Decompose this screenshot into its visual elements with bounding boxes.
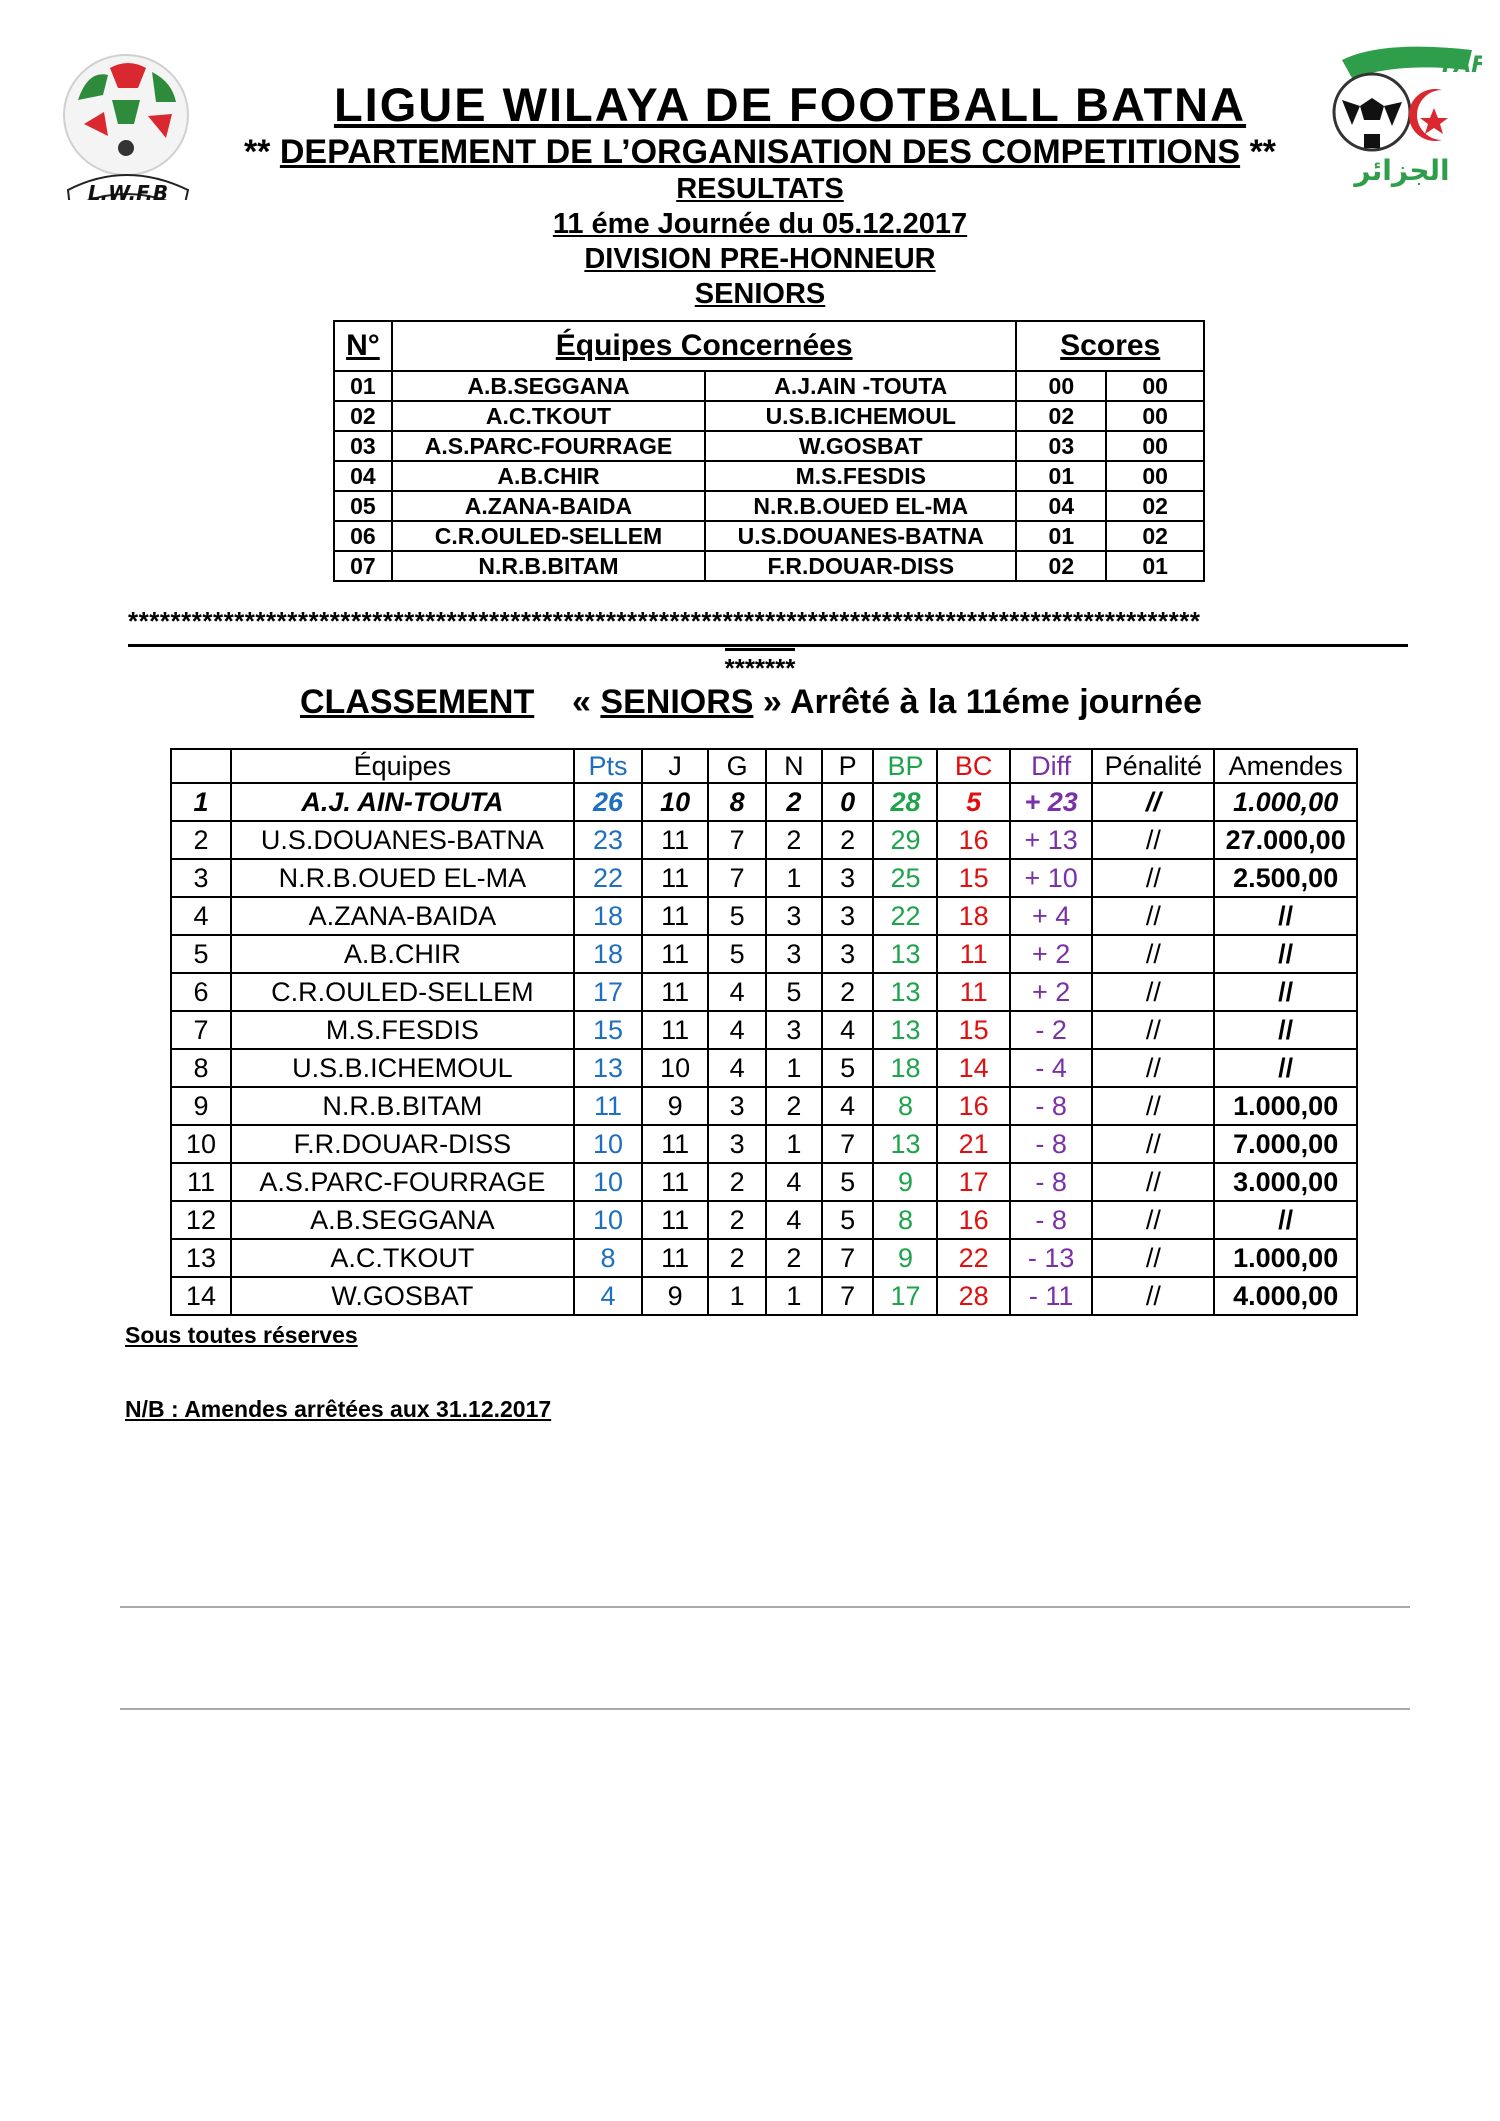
standing-goals-for: 9 — [873, 1239, 937, 1277]
standing-team: A.C.TKOUT — [231, 1239, 574, 1277]
standing-penalite: // — [1092, 1011, 1214, 1049]
standing-team: A.B.SEGGANA — [231, 1201, 574, 1239]
standing-pts: 11 — [574, 1087, 642, 1125]
standing-played: 9 — [642, 1087, 708, 1125]
standing-amendes: 1.000,00 — [1214, 1087, 1357, 1125]
standing-drawn: 2 — [766, 1239, 822, 1277]
standing-goals-for: 9 — [873, 1163, 937, 1201]
standing-team: A.ZANA-BAIDA — [231, 897, 574, 935]
standing-lost: 5 — [822, 1163, 874, 1201]
standing-team: A.J. AIN-TOUTA — [231, 783, 574, 821]
standing-goals-for: 18 — [873, 1049, 937, 1087]
header-n: N — [766, 749, 822, 783]
standing-lost: 3 — [822, 859, 874, 897]
standing-amendes: 3.000,00 — [1214, 1163, 1357, 1201]
standings-header-row — [171, 749, 1357, 783]
standing-played: 11 — [642, 821, 708, 859]
standing-goals-for: 17 — [873, 1277, 937, 1315]
standing-penalite: // — [1092, 1125, 1214, 1163]
header-j: J — [642, 749, 708, 783]
standing-goals-against: 18 — [937, 897, 1009, 935]
standing-team: N.R.B.OUED EL-MA — [231, 859, 574, 897]
standing-goal-diff: - 4 — [1010, 1049, 1093, 1087]
standing-won: 2 — [708, 1239, 766, 1277]
standing-row — [171, 1125, 1357, 1163]
standing-row — [171, 1049, 1357, 1087]
standing-row — [171, 783, 1357, 821]
result-home-team: C.R.OULED-SELLEM — [392, 521, 705, 551]
standing-penalite: // — [1092, 1049, 1214, 1087]
results-label: RESULTATS — [676, 173, 844, 205]
standing-goal-diff: + 10 — [1010, 859, 1093, 897]
standing-team: W.GOSBAT — [231, 1277, 574, 1315]
standing-goals-against: 16 — [937, 821, 1009, 859]
standing-drawn: 2 — [766, 783, 822, 821]
result-num: 07 — [334, 551, 392, 581]
standing-drawn: 2 — [766, 821, 822, 859]
standing-won: 4 — [708, 1049, 766, 1087]
standing-row — [171, 1163, 1357, 1201]
standing-penalite: // — [1092, 897, 1214, 935]
standing-drawn: 1 — [766, 1049, 822, 1087]
standing-drawn: 3 — [766, 897, 822, 935]
standing-team: C.R.OULED-SELLEM — [231, 973, 574, 1011]
category-label: SENIORS — [694, 278, 826, 310]
standing-row — [171, 1239, 1357, 1277]
standing-goals-against: 16 — [937, 1201, 1009, 1239]
standing-penalite: // — [1092, 1163, 1214, 1201]
result-home-score: 03 — [1016, 431, 1106, 461]
header-p: P — [822, 749, 874, 783]
standing-goals-against: 17 — [937, 1163, 1009, 1201]
result-row — [334, 371, 1204, 401]
standing-goals-for: 8 — [873, 1201, 937, 1239]
result-away-score: 00 — [1106, 371, 1204, 401]
quote-open: « — [572, 683, 591, 721]
standing-amendes: // — [1214, 973, 1357, 1011]
result-num: 02 — [334, 401, 392, 431]
standing-goals-for: 22 — [873, 897, 937, 935]
standing-amendes: // — [1214, 935, 1357, 973]
standing-rank: 7 — [171, 1011, 231, 1049]
standing-row — [171, 897, 1357, 935]
standing-rank: 6 — [171, 973, 231, 1011]
result-home-team: A.S.PARC-FOURRAGE — [392, 431, 705, 461]
standing-won: 3 — [708, 1087, 766, 1125]
standing-goals-against: 28 — [937, 1277, 1009, 1315]
classement-category: SENIORS — [600, 683, 754, 721]
standing-rank: 3 — [171, 859, 231, 897]
standing-team: F.R.DOUAR-DISS — [231, 1125, 574, 1163]
standing-rank: 8 — [171, 1049, 231, 1087]
standing-lost: 7 — [822, 1277, 874, 1315]
result-num: 01 — [334, 371, 392, 401]
standing-lost: 7 — [822, 1125, 874, 1163]
standing-goals-against: 16 — [937, 1087, 1009, 1125]
results-table — [333, 320, 1205, 582]
standing-goal-diff: + 4 — [1010, 897, 1093, 935]
faf-logo-text: FAF — [1442, 53, 1482, 78]
standing-goals-against: 15 — [937, 1011, 1009, 1049]
result-away-team: U.S.B.ICHEMOUL — [705, 401, 1016, 431]
lwfb-logo-text: L.W.F.B — [87, 181, 169, 200]
result-home-team: A.C.TKOUT — [392, 401, 705, 431]
standing-goals-for: 8 — [873, 1087, 937, 1125]
result-away-score: 02 — [1106, 491, 1204, 521]
standing-goal-diff: + 2 — [1010, 935, 1093, 973]
standing-pts: 13 — [574, 1049, 642, 1087]
standing-won: 4 — [708, 973, 766, 1011]
standing-rank: 14 — [171, 1277, 231, 1315]
result-row — [334, 551, 1204, 581]
standing-drawn: 2 — [766, 1087, 822, 1125]
standing-pts: 22 — [574, 859, 642, 897]
standing-amendes: 2.500,00 — [1214, 859, 1357, 897]
standing-lost: 3 — [822, 935, 874, 973]
standing-lost: 4 — [822, 1087, 874, 1125]
standing-pts: 18 — [574, 897, 642, 935]
standing-won: 7 — [708, 821, 766, 859]
standing-goals-for: 13 — [873, 1011, 937, 1049]
result-away-score: 01 — [1106, 551, 1204, 581]
reserves-note: Sous toutes réserves — [125, 1322, 358, 1348]
standing-goal-diff: - 8 — [1010, 1087, 1093, 1125]
result-away-team: A.J.AIN -TOUTA — [705, 371, 1016, 401]
standing-row — [171, 1087, 1357, 1125]
standing-played: 11 — [642, 1201, 708, 1239]
result-home-team: A.ZANA-BAIDA — [392, 491, 705, 521]
standing-penalite: // — [1092, 935, 1214, 973]
standing-won: 1 — [708, 1277, 766, 1315]
standing-pts: 17 — [574, 973, 642, 1011]
standing-drawn: 3 — [766, 1011, 822, 1049]
standing-team: A.B.CHIR — [231, 935, 574, 973]
standing-goals-against: 14 — [937, 1049, 1009, 1087]
result-away-team: F.R.DOUAR-DISS — [705, 551, 1016, 581]
star-separator-short: ******* — [0, 648, 1500, 684]
standing-goal-diff: + 23 — [1010, 783, 1093, 821]
standing-played: 9 — [642, 1277, 708, 1315]
department-name: DEPARTEMENT DE L’ORGANISATION DES COMPETITIONS — [279, 133, 1241, 171]
standing-drawn: 3 — [766, 935, 822, 973]
standing-penalite: // — [1092, 1239, 1214, 1277]
standing-amendes: // — [1214, 1201, 1357, 1239]
standing-pts: 26 — [574, 783, 642, 821]
result-away-score: 02 — [1106, 521, 1204, 551]
standing-lost: 0 — [822, 783, 874, 821]
standing-goals-for: 29 — [873, 821, 937, 859]
standing-goal-diff: + 2 — [1010, 973, 1093, 1011]
standing-row — [171, 1277, 1357, 1315]
standing-amendes: 7.000,00 — [1214, 1125, 1357, 1163]
standing-goals-for: 25 — [873, 859, 937, 897]
standing-played: 11 — [642, 1011, 708, 1049]
standing-goal-diff: - 11 — [1010, 1277, 1093, 1315]
standing-drawn: 5 — [766, 973, 822, 1011]
footer-rule-1 — [120, 1606, 1410, 1608]
standing-goals-against: 11 — [937, 973, 1009, 1011]
result-away-team: W.GOSBAT — [705, 431, 1016, 461]
standing-penalite: // — [1092, 821, 1214, 859]
result-num: 04 — [334, 461, 392, 491]
standing-lost: 5 — [822, 1049, 874, 1087]
standing-played: 11 — [642, 859, 708, 897]
standing-goal-diff: - 13 — [1010, 1239, 1093, 1277]
standing-rank: 9 — [171, 1087, 231, 1125]
standing-goals-against: 22 — [937, 1239, 1009, 1277]
division-label: DIVISION PRE-HONNEUR — [584, 243, 936, 275]
result-away-score: 00 — [1106, 461, 1204, 491]
standing-goals-against: 21 — [937, 1125, 1009, 1163]
separator-rule — [128, 644, 1408, 647]
standing-goals-against: 15 — [937, 859, 1009, 897]
page-title: LIGUE WILAYA DE FOOTBALL BATNA — [333, 78, 1247, 131]
standing-pts: 8 — [574, 1239, 642, 1277]
standing-row — [171, 935, 1357, 973]
result-home-score: 04 — [1016, 491, 1106, 521]
standing-drawn: 1 — [766, 859, 822, 897]
standing-rank: 4 — [171, 897, 231, 935]
standing-goal-diff: - 8 — [1010, 1125, 1093, 1163]
standing-played: 10 — [642, 1049, 708, 1087]
header-diff: Diff — [1010, 749, 1093, 783]
department-line — [20, 132, 1500, 172]
standing-rank: 10 — [171, 1125, 231, 1163]
result-home-score: 01 — [1016, 521, 1106, 551]
result-num: 06 — [334, 521, 392, 551]
header-team: Équipes — [231, 749, 574, 783]
dept-suffix: ** — [1249, 133, 1277, 171]
standing-goals-for: 13 — [873, 1125, 937, 1163]
standing-team: U.S.DOUANES-BATNA — [231, 821, 574, 859]
standing-played: 11 — [642, 1125, 708, 1163]
standing-rank: 13 — [171, 1239, 231, 1277]
standing-goals-against: 5 — [937, 783, 1009, 821]
standing-won: 3 — [708, 1125, 766, 1163]
classement-word: CLASSEMENT — [300, 683, 535, 721]
standing-goals-for: 28 — [873, 783, 937, 821]
standing-amendes: 27.000,00 — [1214, 821, 1357, 859]
star-separator: ***************************************************************************************************** — [128, 606, 1201, 636]
standing-rank: 1 — [171, 783, 231, 821]
standing-goal-diff: + 13 — [1010, 821, 1093, 859]
result-home-score: 01 — [1016, 461, 1106, 491]
standing-won: 7 — [708, 859, 766, 897]
standing-played: 11 — [642, 1239, 708, 1277]
header-penalite: Pénalité — [1092, 749, 1214, 783]
standing-row — [171, 1011, 1357, 1049]
faf-logo-arabic: الجزائر — [1354, 154, 1450, 187]
standing-drawn: 1 — [766, 1125, 822, 1163]
result-away-team: M.S.FESDIS — [705, 461, 1016, 491]
header — [0, 78, 1500, 312]
standing-drawn: 4 — [766, 1201, 822, 1239]
standing-won: 2 — [708, 1201, 766, 1239]
standing-goals-against: 11 — [937, 935, 1009, 973]
standing-played: 10 — [642, 783, 708, 821]
standing-penalite: // — [1092, 1277, 1214, 1315]
result-away-score: 00 — [1106, 431, 1204, 461]
standing-lost: 3 — [822, 897, 874, 935]
standings-table — [170, 748, 1358, 1316]
standing-row — [171, 859, 1357, 897]
results-header-row — [334, 321, 1204, 371]
standing-lost: 5 — [822, 1201, 874, 1239]
result-row — [334, 431, 1204, 461]
standing-row — [171, 973, 1357, 1011]
standing-pts: 4 — [574, 1277, 642, 1315]
results-header-teams: Équipes Concernées — [392, 321, 1017, 371]
standing-pts: 10 — [574, 1201, 642, 1239]
standing-amendes: // — [1214, 1011, 1357, 1049]
journee-label: 11 éme Journée du 05.12.2017 — [552, 208, 968, 240]
result-num: 03 — [334, 431, 392, 461]
standing-rank: 2 — [171, 821, 231, 859]
standing-lost: 2 — [822, 973, 874, 1011]
standing-drawn: 4 — [766, 1163, 822, 1201]
standing-team: U.S.B.ICHEMOUL — [231, 1049, 574, 1087]
standing-team: N.R.B.BITAM — [231, 1087, 574, 1125]
standing-amendes: 1.000,00 — [1214, 1239, 1357, 1277]
result-away-score: 00 — [1106, 401, 1204, 431]
result-row — [334, 461, 1204, 491]
footer-rule-2 — [120, 1708, 1410, 1710]
standing-row — [171, 821, 1357, 859]
result-row — [334, 521, 1204, 551]
header-bc: BC — [937, 749, 1009, 783]
standing-played: 11 — [642, 935, 708, 973]
result-num: 05 — [334, 491, 392, 521]
standing-goal-diff: - 2 — [1010, 1011, 1093, 1049]
result-home-team: A.B.CHIR — [392, 461, 705, 491]
standing-rank: 5 — [171, 935, 231, 973]
standing-pts: 10 — [574, 1125, 642, 1163]
dept-prefix: ** — [243, 133, 271, 171]
standing-pts: 15 — [574, 1011, 642, 1049]
header-amendes: Amendes — [1214, 749, 1357, 783]
standing-penalite: // — [1092, 1087, 1214, 1125]
standing-penalite: // — [1092, 859, 1214, 897]
header-pts: Pts — [574, 749, 642, 783]
standing-rank: 11 — [171, 1163, 231, 1201]
header-g: G — [708, 749, 766, 783]
result-row — [334, 491, 1204, 521]
standing-pts: 23 — [574, 821, 642, 859]
classement-title — [300, 683, 1202, 722]
standing-won: 8 — [708, 783, 766, 821]
standing-row — [171, 1201, 1357, 1239]
standing-won: 5 — [708, 897, 766, 935]
standing-drawn: 1 — [766, 1277, 822, 1315]
standing-amendes: // — [1214, 1049, 1357, 1087]
classement-arrete: » Arrêté à la 11éme journée — [762, 683, 1203, 721]
standing-pts: 10 — [574, 1163, 642, 1201]
nb-note: N/B : Amendes arrêtées aux 31.12.2017 — [125, 1396, 552, 1422]
standing-goals-for: 13 — [873, 935, 937, 973]
result-home-team: N.R.B.BITAM — [392, 551, 705, 581]
standing-lost: 7 — [822, 1239, 874, 1277]
result-home-team: A.B.SEGGANA — [392, 371, 705, 401]
header-rank — [171, 749, 231, 783]
standing-goal-diff: - 8 — [1010, 1163, 1093, 1201]
standing-pts: 18 — [574, 935, 642, 973]
header-bp: BP — [873, 749, 937, 783]
standing-played: 11 — [642, 897, 708, 935]
standing-played: 11 — [642, 973, 708, 1011]
result-away-team: U.S.DOUANES-BATNA — [705, 521, 1016, 551]
standing-amendes: 4.000,00 — [1214, 1277, 1357, 1315]
standing-won: 4 — [708, 1011, 766, 1049]
result-home-score: 00 — [1016, 371, 1106, 401]
result-home-score: 02 — [1016, 401, 1106, 431]
standing-lost: 4 — [822, 1011, 874, 1049]
standing-won: 5 — [708, 935, 766, 973]
standing-rank: 12 — [171, 1201, 231, 1239]
results-header-scores: Scores — [1016, 321, 1204, 371]
standing-won: 2 — [708, 1163, 766, 1201]
standing-goal-diff: - 8 — [1010, 1201, 1093, 1239]
standing-goals-for: 13 — [873, 973, 937, 1011]
standing-team: M.S.FESDIS — [231, 1011, 574, 1049]
result-home-score: 02 — [1016, 551, 1106, 581]
results-header-num: N° — [334, 321, 392, 371]
result-away-team: N.R.B.OUED EL-MA — [705, 491, 1016, 521]
standing-amendes: 1.000,00 — [1214, 783, 1357, 821]
standing-penalite: // — [1092, 973, 1214, 1011]
standing-penalite: // — [1092, 783, 1214, 821]
standing-lost: 2 — [822, 821, 874, 859]
standing-penalite: // — [1092, 1201, 1214, 1239]
standing-amendes: // — [1214, 897, 1357, 935]
result-row — [334, 401, 1204, 431]
standing-played: 11 — [642, 1163, 708, 1201]
standing-team: A.S.PARC-FOURRAGE — [231, 1163, 574, 1201]
